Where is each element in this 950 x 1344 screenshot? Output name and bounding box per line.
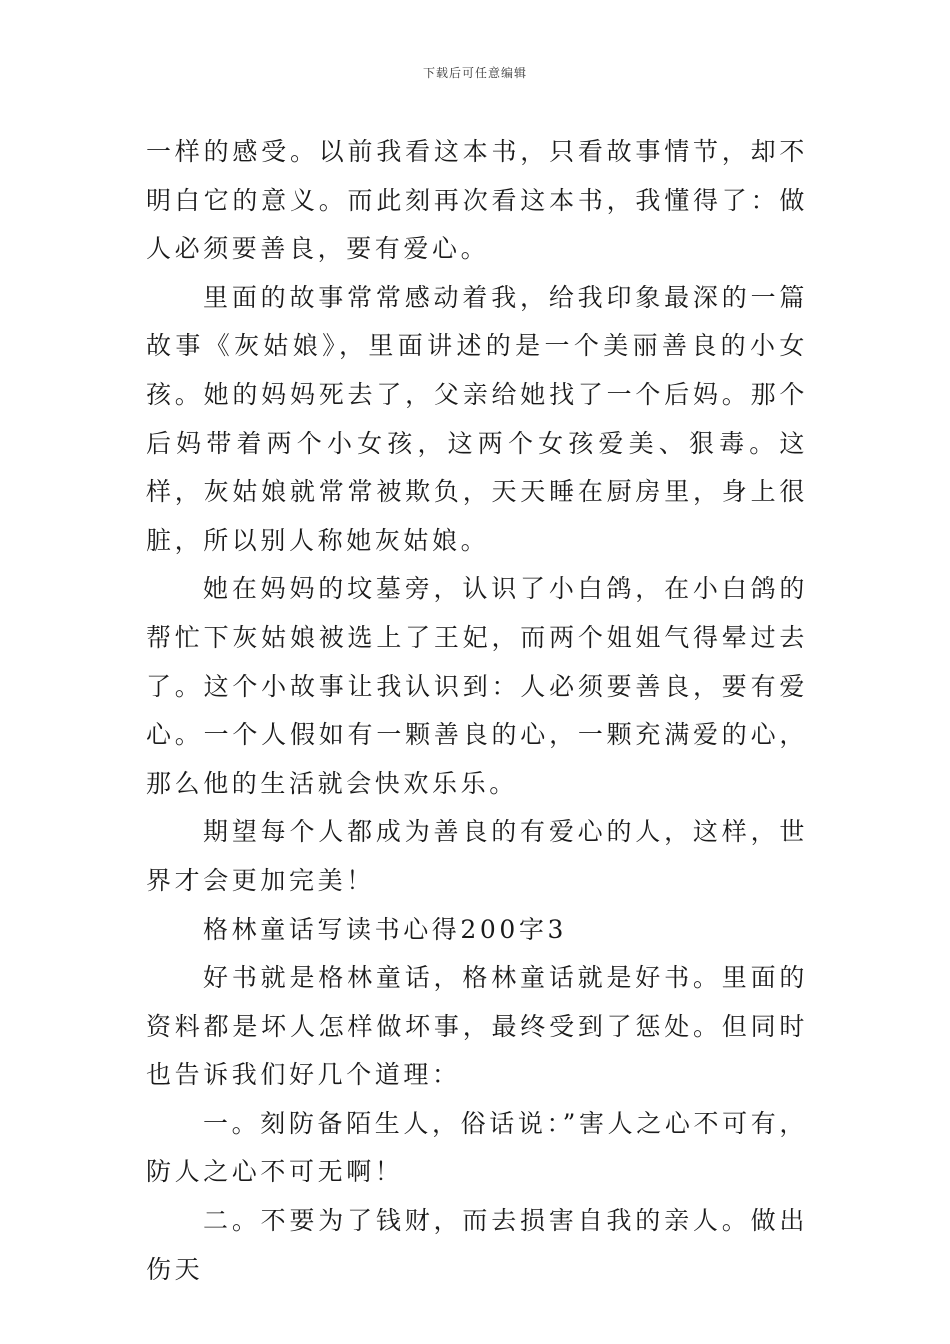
paragraph-point-two: 二。不要为了钱财，而去损害自我的亲人。做出伤天 [146, 1206, 808, 1284]
paragraph-point-one: 一。刻防备陌生人，俗话说：”害人之心不可有，防人之心不可无啊！ [146, 1108, 808, 1187]
paragraph-wish: 期望每个人都成为善良的有爱心的人，这样，世界才会更加完美！ [146, 817, 808, 895]
paragraph-cinderella-lesson: 她在妈妈的坟墓旁，认识了小白鸽，在小白鸽的帮忙下灰姑娘被选上了王妃，而两个姐姐气得晕过去了。这个小故事让我认识到：人必须要善良，要有爱心。一个人假如有一颗善良的心，一颗充满爱的心，那么他的生活就会快欢乐乐。 [146, 574, 808, 798]
document-body [146, 128, 808, 1294]
paragraph-continuation: 一样的感受。以前我看这本书，只看故事情节，却不明白它的意义。而此刻再次看这本书，我懂得了：做人必须要善良，要有爱心。 [146, 137, 808, 264]
paragraph-good-book: 好书就是格林童话，格林童话就是好书。里面的资料都是坏人怎样做坏事，最终受到了惩处。但同时也告诉我们好几个道理： [146, 963, 808, 1090]
paragraph-cinderella-intro: 里面的故事常常感动着我，给我印象最深的一篇故事《灰姑娘》，里面讲述的是一个美丽善良的小女孩。她的妈妈死去了，父亲给她找了一个后妈。那个后妈带着两个小女孩，这两个女孩爱美、狠毒。这样，灰姑娘就常常被欺负，天天睡在厨房里，身上很脏，所以别人称她灰姑娘。 [146, 282, 808, 555]
section-heading: 格林童话写读书心得200字3 [203, 914, 568, 944]
page-header-note: 下载后可任意编辑 [422, 66, 527, 80]
